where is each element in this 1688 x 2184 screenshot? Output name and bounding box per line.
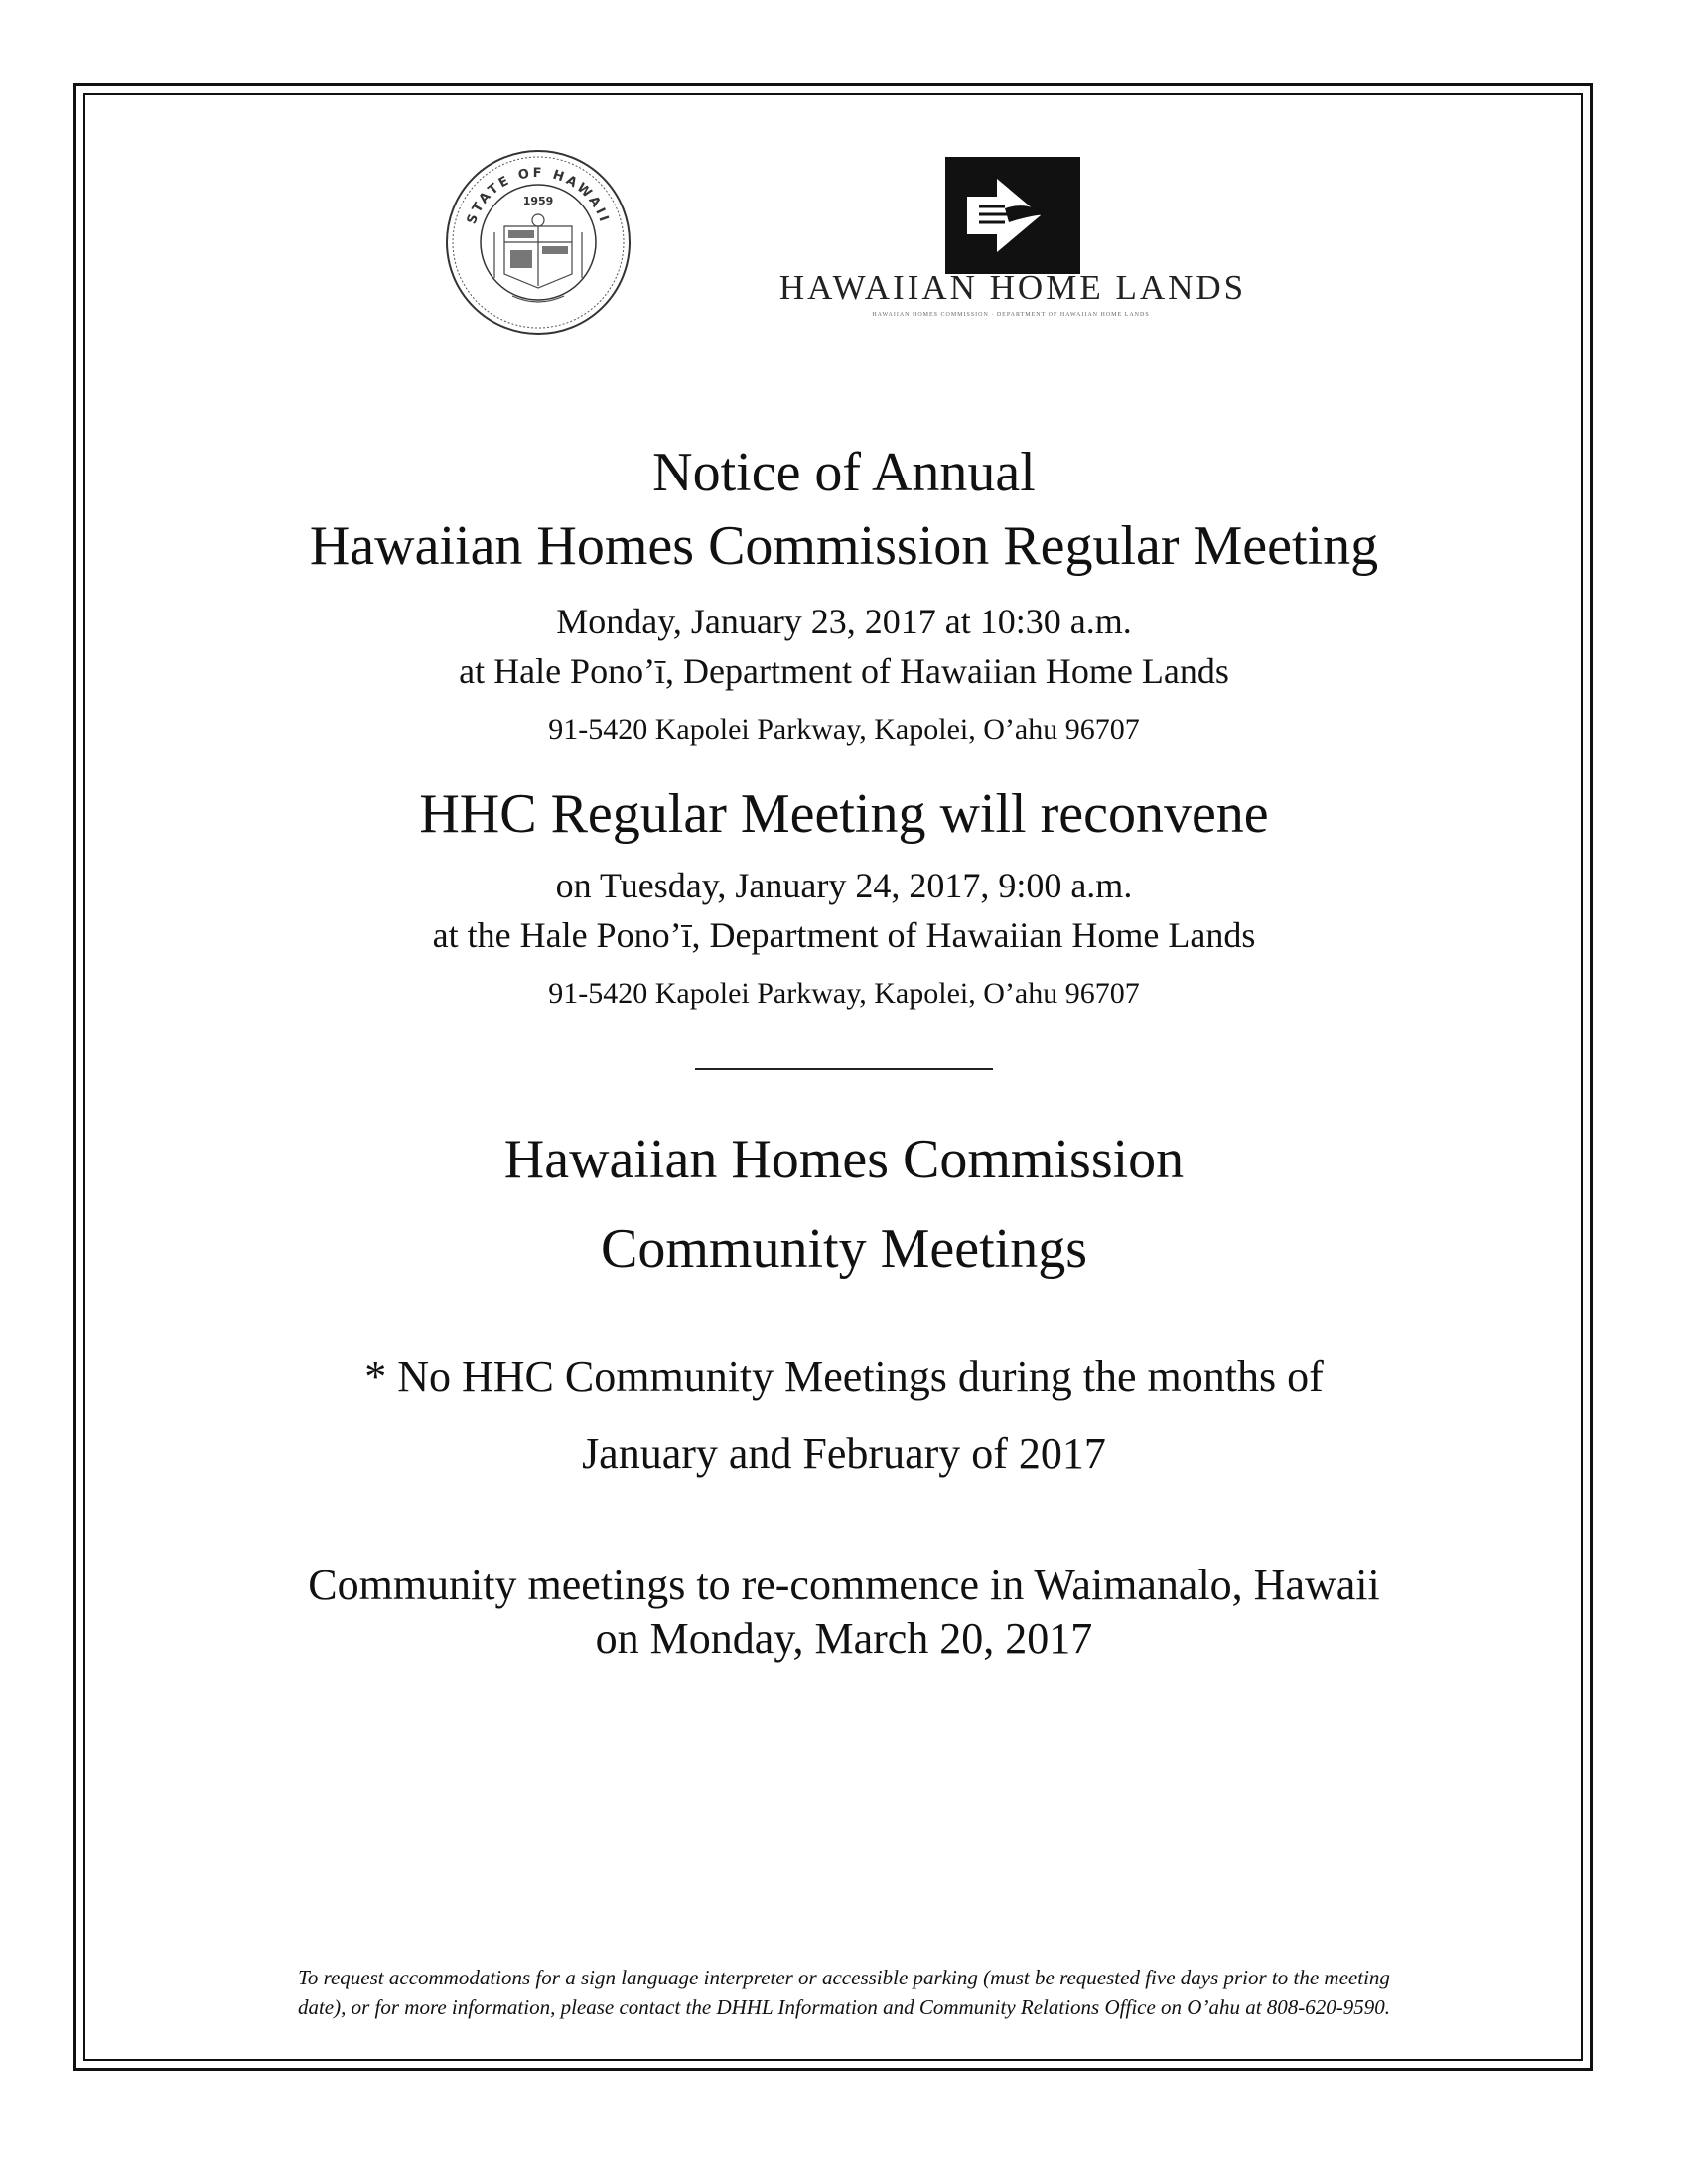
seal-year: 1959 [522, 195, 554, 207]
community-heading-line1: Hawaiian Homes Commission [503, 1129, 1185, 1190]
recommence-line1: Community meetings to re-commence in Waimanalo, Hawaii [308, 1561, 1380, 1609]
reconvene-date: on Tuesday, January 24, 2017, 9:00 a.m. [555, 866, 1133, 905]
dhhl-logo-icon [945, 157, 1080, 274]
meeting-location: at Hale Pono’ī, Department of Hawaiian Home Lands [459, 651, 1229, 691]
state-seal-logo [443, 147, 633, 338]
notice-title-line2: Hawaiian Homes Commission Regular Meeting [309, 515, 1379, 577]
reconvene-heading: HHC Regular Meeting will reconvene [419, 783, 1269, 845]
section-divider [695, 1068, 993, 1070]
dhhl-tagline: HAWAIIAN HOMES COMMISSION · DEPARTMENT OF HAWAIIAN HOME LANDS [872, 312, 1150, 318]
community-heading-line2: Community Meetings [601, 1218, 1087, 1280]
community-note-line1: * No HHC Community Meetings during the months of [364, 1352, 1324, 1401]
reconvene-address: 91-5420 Kapolei Parkway, Kapolei, O’ahu 96707 [548, 977, 1140, 1010]
meeting-date: Monday, January 23, 2017 at 10:30 a.m. [556, 602, 1132, 641]
reconvene-location: at the Hale Pono’ī, Department of Hawaiian Home Lands [432, 915, 1256, 955]
notice-title-line1: Notice of Annual [652, 442, 1036, 503]
community-note-line2: January and February of 2017 [582, 1430, 1106, 1478]
footer-note-line1: To request accommodations for a sign language interpreter or accessible parking (must be requested five days prior to the meeting [298, 1966, 1390, 1989]
recommence-line2: on Monday, March 20, 2017 [595, 1614, 1093, 1663]
dhhl-wordmark: HAWAIIAN HOME LANDS [778, 268, 1247, 307]
page-border-inner [83, 93, 1583, 2061]
meeting-address: 91-5420 Kapolei Parkway, Kapolei, O’ahu 96707 [548, 713, 1140, 746]
footer-note-line2: date), or for more information, please contact the DHHL Information and Community Relations Office on O’ahu at 808-620-9590. [297, 1995, 1391, 2019]
seal-text: STATE OF HAWAII [464, 165, 613, 226]
